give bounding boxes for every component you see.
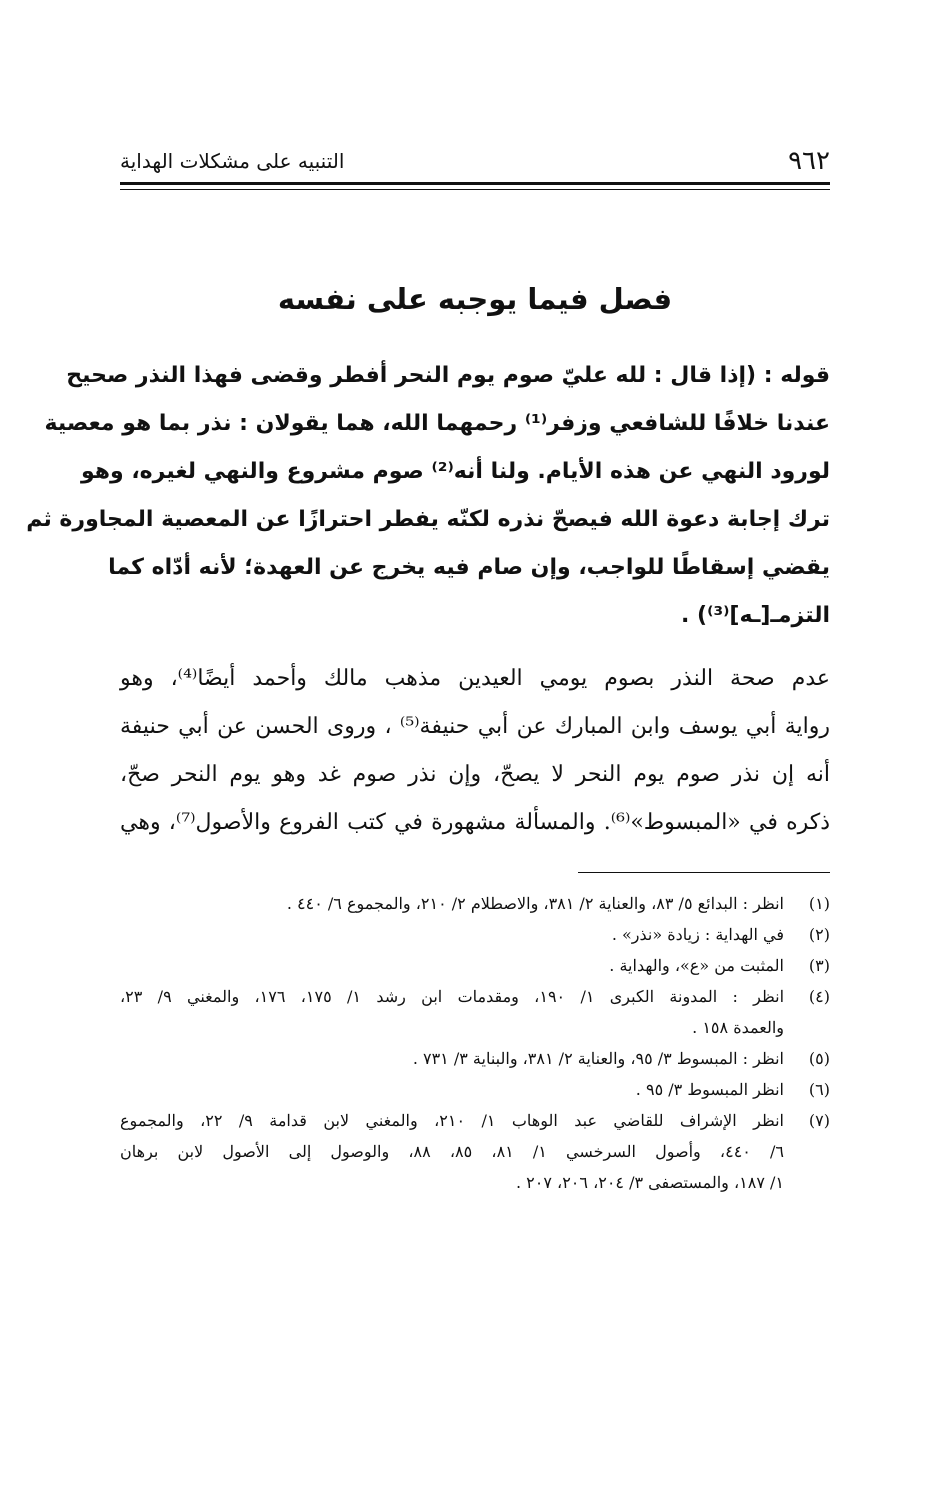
footnote-number: (١) [808, 894, 830, 913]
header-rule-thin [120, 189, 830, 190]
footnote-1 [120, 888, 830, 919]
footnote-4 [120, 981, 830, 1043]
quote-line: ترك إجابة دعوة الله فيصحّ نذره لكنّه يفطر احترازًا عن المعصية المجاورة ثم [26, 507, 830, 532]
commentary-line: أنه إن نذر صوم يوم النحر لا يصحّ، وإن نذر صوم غد وهو يوم النحر صحّ، [120, 762, 830, 787]
footnote-body [120, 919, 784, 950]
footnote-3 [120, 950, 830, 981]
footnote-number: (٣) [808, 956, 830, 975]
footnote-line: انظر : المبسوط ٣/ ٩٥، والعناية ٢/ ٣٨١، والبناية ٣/ ٧٣١ . [412, 1049, 784, 1068]
quote-line: عندنا خلافًا للشافعي وزفر⁽¹⁾ رحمهما الله، هما يقولان : نذر بما هو معصية [44, 411, 830, 436]
footnote-separator [578, 872, 830, 873]
commentary-paragraph [120, 655, 830, 847]
quote-line: لورود النهي عن هذه الأيام. ولنا أنه⁽²⁾ صوم مشروع والنهي لغيره، وهو [80, 459, 830, 484]
footnote-number: (٦) [808, 1080, 830, 1099]
book-title: التنبيه على مشكلات الهداية [120, 149, 345, 173]
footnote-body [120, 888, 784, 919]
commentary-line: رواية أبي يوسف وابن المبارك عن أبي حنيفة⁽⁵⁾ ، وروى الحسن عن أبي حنيفة [120, 714, 830, 739]
footnote-5 [120, 1043, 830, 1074]
section-heading: فصل فيما يوجبه على نفسه [277, 282, 673, 316]
commentary-line: ذكره في «المبسوط»⁽⁶⁾. والمسألة مشهورة في كتب الفروع والأصول⁽⁷⁾، وهي [120, 810, 831, 835]
commentary-line: عدم صحة النذر بصوم يومي العيدين مذهب مالك وأحمد أيضًا⁽⁴⁾، وهو [120, 666, 831, 691]
footnotes [120, 888, 830, 1198]
footnote-number: (٤) [808, 987, 830, 1006]
header-rule-thick [120, 182, 830, 185]
footnote-line: ٦/ ٤٤٠، وأصول السرخسي ١/ ٨١، ٨٥، ٨٨، والوصول إلى الأصول لابن برهان [120, 1142, 785, 1161]
footnote-2 [120, 919, 830, 950]
footnote-line: انظر المبسوط ٣/ ٩٥ . [635, 1080, 784, 1099]
quote-line: التزمـ[ـه]⁽³⁾) . [681, 603, 830, 628]
footnote-line: في الهداية : زيادة «نذر» . [611, 925, 784, 944]
footnote-number: (٢) [808, 925, 830, 944]
page-number: ٩٦٢ [788, 146, 830, 176]
footnote-body [120, 981, 784, 1043]
footnote-body [120, 1105, 784, 1198]
footnote-line: المثبت من «ع»، والهداية . [609, 956, 784, 975]
footnote-body [120, 1074, 784, 1105]
footnote-6 [120, 1074, 830, 1105]
footnote-line: انظر الإشراف للقاضي عبد الوهاب ١/ ٢١٠، والمغني لابن قدامة ٩/ ٢٢، والمجموع [120, 1111, 785, 1130]
footnote-line: والعمدة ١٥٨ . [692, 1018, 784, 1037]
footnote-body [120, 1043, 784, 1074]
quote-line: يقضي إسقاطًا للواجب، وإن صام فيه يخرج عن العهدة؛ لأنه أدّاه كما [108, 555, 830, 580]
quoted-hidaya-text [26, 352, 830, 640]
footnote-line: انظر : المدونة الكبرى ١/ ١٩٠، ومقدمات ابن رشد ١/ ١٧٥، ١٧٦، والمغني ٩/ ٢٣، [120, 987, 785, 1006]
footnote-number: (٧) [808, 1111, 830, 1130]
footnote-body [120, 950, 784, 981]
footnote-line: انظر : البدائع ٥/ ٨٣، والعناية ٢/ ٣٨١، والاصطلام ٢/ ٢١٠، والمجموع ٦/ ٤٤٠ . [286, 894, 784, 913]
running-header [120, 138, 830, 184]
footnote-line: ١/ ١٨٧، والمستصفى ٣/ ٢٠٤، ٢٠٦، ٢٠٧ . [516, 1173, 784, 1192]
footnote-7 [120, 1105, 830, 1198]
quote-line: قوله : (إذا قال : لله عليّ صوم يوم النحر أفطر وقضى فهذا النذر صحيح [66, 363, 830, 388]
footnote-number: (٥) [808, 1049, 830, 1068]
